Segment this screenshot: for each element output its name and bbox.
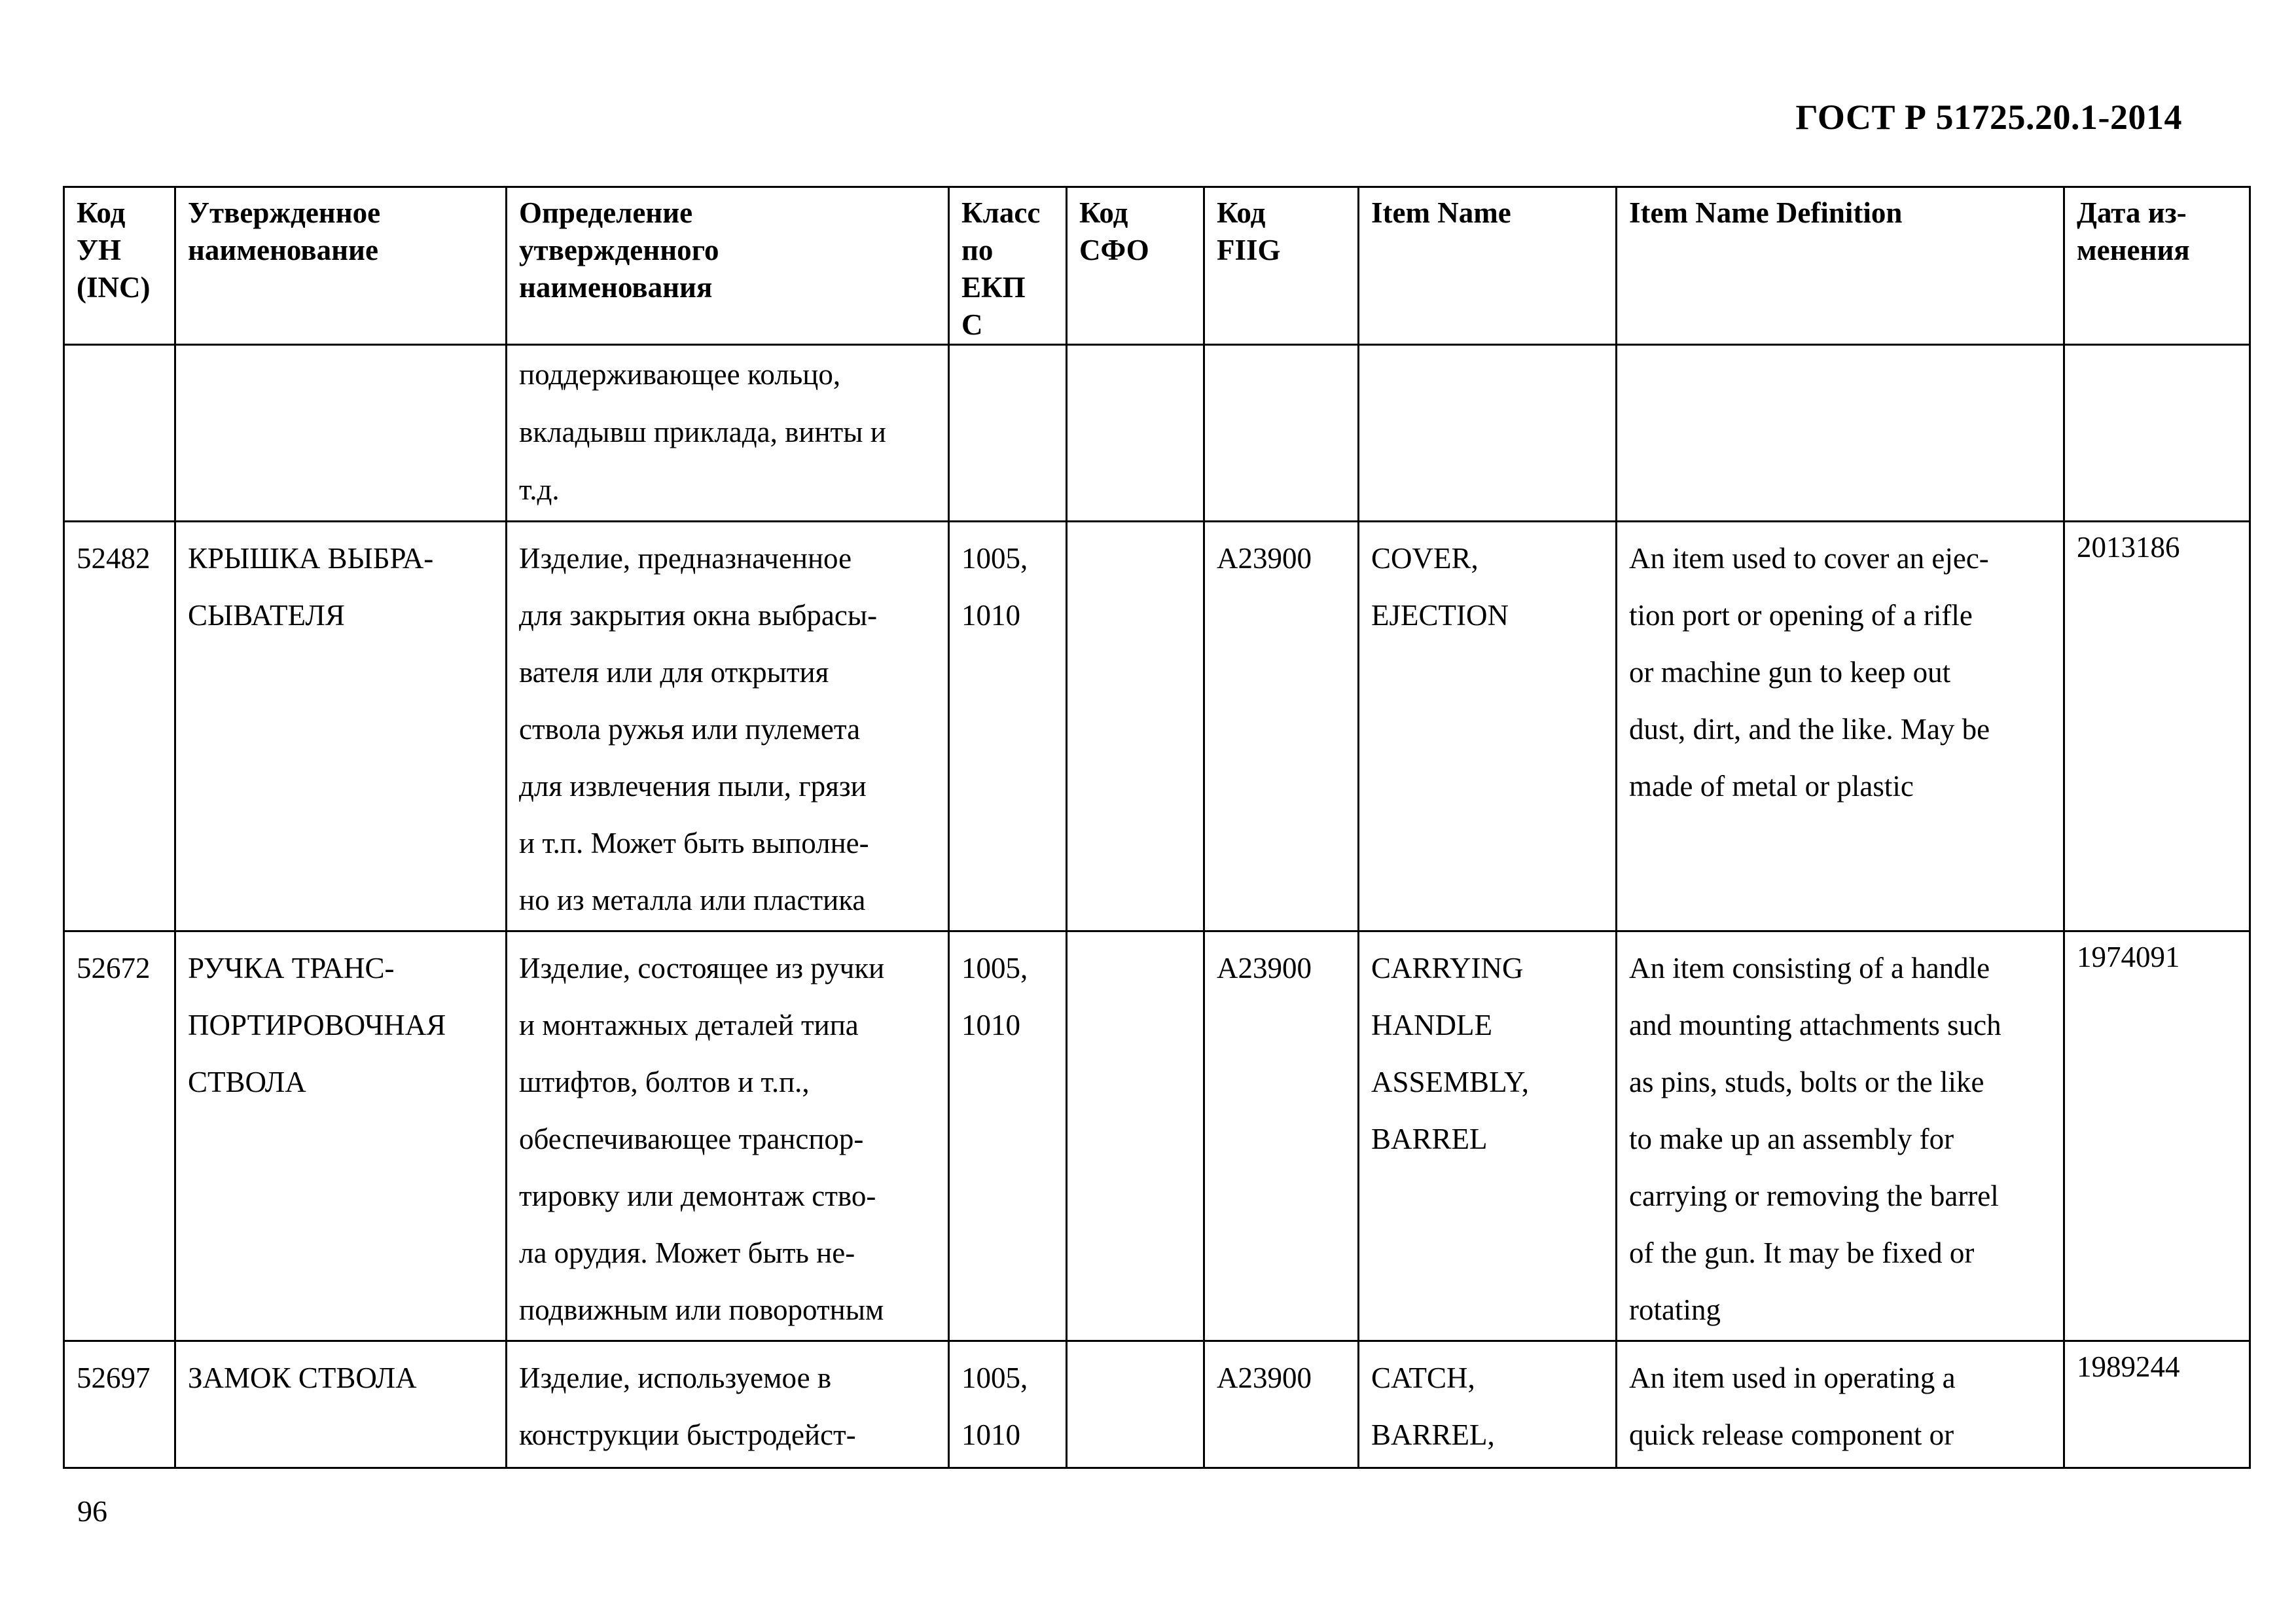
cell-item-name: COVER, EJECTION	[1359, 522, 1617, 931]
cell-definition-ru: Изделие, состоящее из ручки и монтажных деталей типа штифтов, болтов и т.п., обеспечивающее транспор- тировку или демонтаж ство- ла орудия. Может быть не- подвижным или поворотным	[507, 931, 949, 1341]
cell-item-definition: An item consisting of a handle and mounting attachments such as pins, studs, bolts or the like to make up an assembly for carrying or removing the barrel of the gun. It may be fixed or rotating	[1617, 931, 2064, 1341]
table-row	[64, 522, 2250, 931]
table-row	[64, 931, 2250, 1341]
cell-fiig-code: A23900	[1204, 931, 1359, 1341]
cell-name-ru	[175, 345, 507, 522]
table-row	[64, 345, 2250, 522]
table-header-row	[64, 187, 2250, 345]
cell-name-ru: ЗАМОК СТВОЛА	[175, 1341, 507, 1468]
cell-inc: 52672	[64, 931, 175, 1341]
column-header-inc: Код УН (INC)	[64, 187, 175, 345]
catalog-table	[63, 186, 2251, 1469]
cell-change-date: 2013186	[2064, 522, 2250, 931]
cell-fiig-code	[1204, 345, 1359, 522]
cell-item-definition: An item used in operating a quick release component or	[1617, 1341, 2064, 1468]
cell-change-date: 1974091	[2064, 931, 2250, 1341]
cell-inc	[64, 345, 175, 522]
cell-name-ru: РУЧКА ТРАНС- ПОРТИРОВОЧНАЯ СТВОЛА	[175, 931, 507, 1341]
column-header-sfo-code: Код СФО	[1067, 187, 1204, 345]
document-header: ГОСТ Р 51725.20.1-2014	[1795, 98, 2182, 137]
cell-definition-ru: Изделие, используемое в конструкции быстродейст-	[507, 1341, 949, 1468]
cell-definition-ru: Изделие, предназначенное для закрытия окна выбрасы- вателя или для открытия ствола ружья или пулемета для извлечения пыли, грязи и т.п. Может быть выполне- но из металла или пластика	[507, 522, 949, 931]
cell-change-date	[2064, 345, 2250, 522]
cell-ekps-class	[949, 345, 1067, 522]
cell-item-definition	[1617, 345, 2064, 522]
table-row	[64, 1341, 2250, 1468]
cell-ekps-class: 1005, 1010	[949, 931, 1067, 1341]
cell-item-name	[1359, 345, 1617, 522]
cell-sfo-code	[1067, 1341, 1204, 1468]
cell-item-name: CARRYING HANDLE ASSEMBLY, BARREL	[1359, 931, 1617, 1341]
column-header-fiig-code: Код FIIG	[1204, 187, 1359, 345]
column-header-name-ru: Утвержденное наименование	[175, 187, 507, 345]
cell-item-definition: An item used to cover an ejec- tion port or opening of a rifle or machine gun to keep out dust, dirt, and the like. May be made of metal or plastic	[1617, 522, 2064, 931]
cell-name-ru: КРЫШКА ВЫБРА- СЫВАТЕЛЯ	[175, 522, 507, 931]
column-header-item-definition: Item Name Definition	[1617, 187, 2064, 345]
cell-sfo-code	[1067, 345, 1204, 522]
cell-fiig-code: A23900	[1204, 522, 1359, 931]
page-number: 96	[77, 1494, 107, 1528]
cell-ekps-class: 1005, 1010	[949, 522, 1067, 931]
cell-item-name: CATCH, BARREL,	[1359, 1341, 1617, 1468]
cell-sfo-code	[1067, 522, 1204, 931]
cell-ekps-class: 1005, 1010	[949, 1341, 1067, 1468]
column-header-item-name: Item Name	[1359, 187, 1617, 345]
cell-inc: 52482	[64, 522, 175, 931]
cell-sfo-code	[1067, 931, 1204, 1341]
cell-change-date: 1989244	[2064, 1341, 2250, 1468]
column-header-definition-ru: Определение утвержденного наименования	[507, 187, 949, 345]
cell-definition-ru: поддерживающее кольцо, вкладывш приклада, винты и т.д.	[507, 345, 949, 522]
cell-fiig-code: A23900	[1204, 1341, 1359, 1468]
column-header-change-date: Дата из- менения	[2064, 187, 2250, 345]
column-header-ekps-class: Класс по ЕКП С	[949, 187, 1067, 345]
cell-inc: 52697	[64, 1341, 175, 1468]
